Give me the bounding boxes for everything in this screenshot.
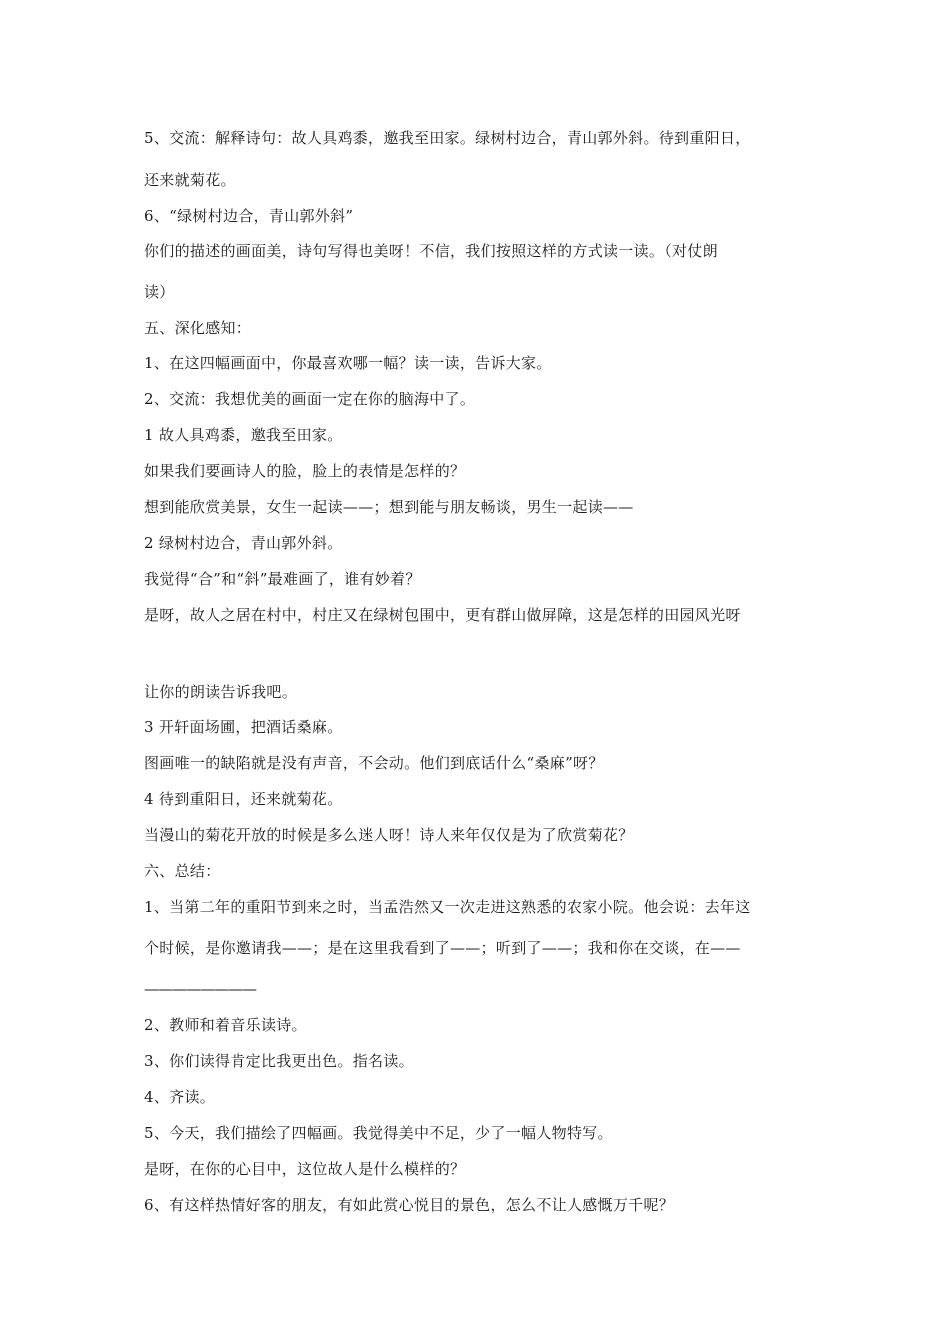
section-heading: 六、总结： — [144, 862, 221, 880]
text-line: ———————— — [144, 980, 256, 998]
section-heading: 五、深化感知： — [144, 319, 252, 337]
text-line: 如果我们要画诗人的脸，脸上的表情是怎样的？ — [144, 462, 466, 480]
text-line: 6、有这样热情好客的朋友，有如此赏心悦目的景色，怎么不让人感慨万千呢？ — [144, 1196, 675, 1214]
text-line: 1 故人具鸡黍，邀我至田家。 — [144, 426, 343, 444]
text-line: 3 开轩面场圃，把酒话桑麻。 — [144, 718, 343, 736]
text-line: 让你的朗读告诉我吧。 — [144, 683, 298, 701]
text-line: 4 待到重阳日，还来就菊花。 — [144, 790, 343, 808]
text-line: 6、“绿树村边合，青山郭外斜” — [144, 207, 354, 225]
text-line: 1、当第二年的重阳节到来之时，当孟浩然又一次走进这熟悉的农家小院。他会说：去年这 — [144, 898, 751, 916]
text-line: 图画唯一的缺陷就是没有声音，不会动。他们到底话什么“桑麻”呀？ — [144, 754, 604, 772]
text-line: 你们的描述的画面美，诗句写得也美呀！不信，我们按照这样的方式读一读。（对仗朗 — [144, 242, 718, 260]
text-line: 1、在这四幅画面中，你最喜欢哪一幅？读一读，告诉大家。 — [144, 354, 552, 372]
text-line: 4、齐读。 — [144, 1088, 216, 1106]
text-line: 2 绿树村边合，青山郭外斜。 — [144, 534, 343, 552]
text-line: 当漫山的菊花开放的时候是多么迷人呀！诗人来年仅仅是为了欣赏菊花？ — [144, 826, 634, 844]
text-line: 3、你们读得肯定比我更出色。指名读。 — [144, 1052, 414, 1070]
text-line: 2、教师和着音乐读诗。 — [144, 1016, 307, 1034]
text-line: 是呀，在你的心目中，这位故人是什么模样的？ — [144, 1160, 466, 1178]
text-line: 2、交流：我想优美的画面一定在你的脑海中了。 — [144, 390, 476, 408]
text-line: 我觉得“合”和“斜”最难画了，谁有妙着？ — [144, 570, 421, 588]
text-line: 是呀，故人之居在村中，村庄又在绿树包围中，更有群山做屏障，这是怎样的田园风光呀 — [144, 606, 741, 624]
text-line: 想到能欣赏美景，女生一起读——；想到能与朋友畅谈，男生一起读—— — [144, 498, 634, 516]
text-line: 读） — [144, 283, 175, 301]
text-line: 还来就菊花。 — [144, 171, 236, 189]
text-line: 5、交流：解释诗句：故人具鸡黍，邀我至田家。绿树村边合，青山郭外斜。待到重阳日， — [144, 129, 751, 147]
text-line: 个时候，是你邀请我——；是在这里我看到了——；听到了——；我和你在交谈，在—— — [144, 939, 741, 957]
text-line: 5、今天，我们描绘了四幅画。我觉得美中不足，少了一幅人物特写。 — [144, 1124, 613, 1142]
